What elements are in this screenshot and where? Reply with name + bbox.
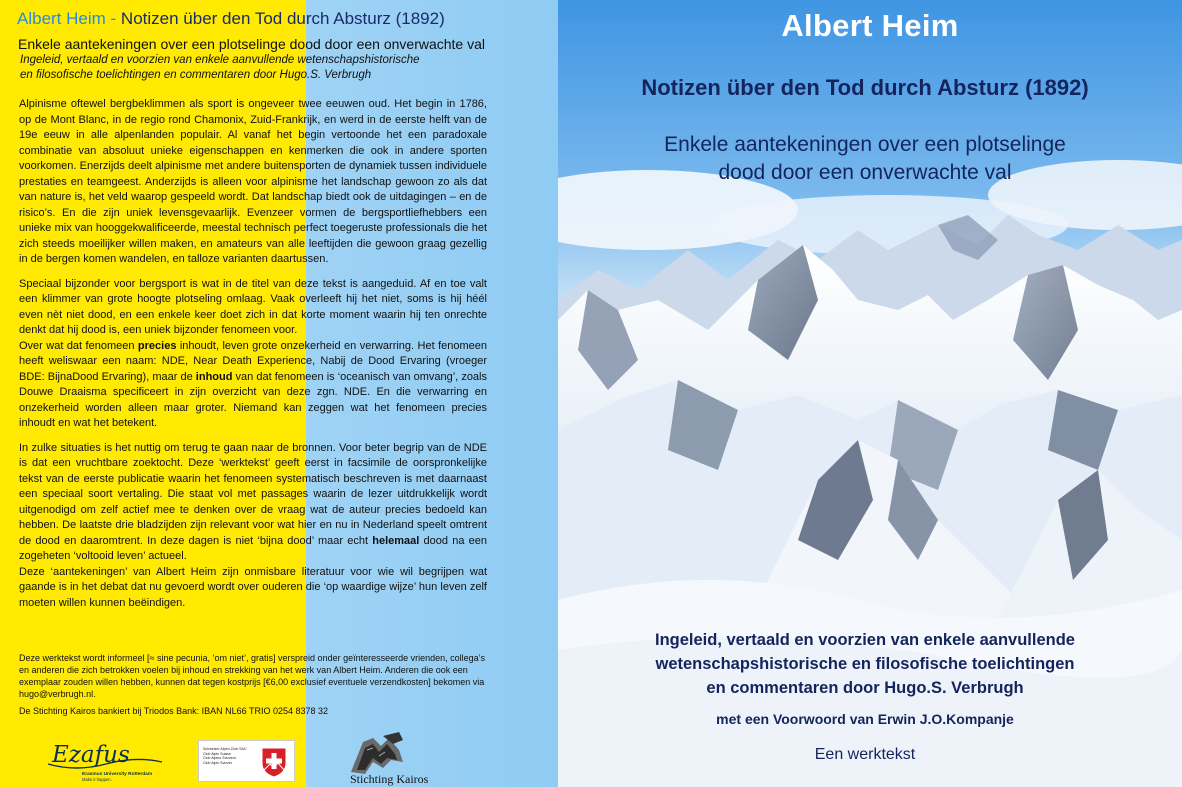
body-paragraph-2: Speciaal bijzonder voor bergsport is wat in de titel van deze tekst is aangeduid. Af en toe valt een klimmer van grote hoogte plotseling omlaag. Vaak overleeft hij het niet, soms is hij héél even nèt niet dood, en een enkele keer doet zich in dat korte moment waarin hij ten onrechte denkt dat hij dood is, een uniek bijzonder fenomeen voor.: [19, 277, 487, 336]
front-author: Albert Heim: [781, 8, 959, 43]
kairos-logo-label: Stichting Kairos: [350, 772, 429, 786]
bank-details: De Stichting Kairos bankiert bij Triodos Bank: IBAN NL66 TRIO 0254 8378 32: [19, 706, 329, 716]
erasmus-logo-word: Ezafus: [52, 742, 130, 768]
back-title-author: Albert Heim: [17, 9, 106, 28]
back-title-separator: -: [105, 9, 121, 28]
erasmus-logo-caption: Erasmus University Rotterdam: [82, 772, 153, 777]
back-title-work: Notizen über den Tod durch Absturz (1892): [120, 9, 445, 28]
colophon: [19, 652, 489, 717]
front-intro-line-3: en commentaren door Hugo.S. Verbrugh: [706, 679, 1024, 697]
back-subtitle-italic-1: Ingeleid, vertaald en voorzien van enkele aanvullende wetenschapshistorische: [20, 54, 420, 66]
front-document-kind: Een werktekst: [814, 746, 916, 763]
erasmus-logo: [46, 738, 166, 784]
body-p4-part-a: In zulke situaties is het nuttig om terug te gaan naar de bronnen. Voor beter begrip van de NDE is dat een vruchtbare zoektocht. Deze ‘werktekst’ geeft eerst in facsimile de oorspronkelijke tekst van de eerste publicatie waarin het fenomeen systematisch beschreven is met daarnaast een speciaal soort vertaling. Die staat vol met passages waarin de lezer uitdrukkelijk wordt uitgenodigd om zelf actief mee te denken over de vraag wat de auteur precies bedoeld kan hebben. De laatste drie bladzijden zijn relevant voor wat hier en nu in Nederland speelt omtrent de dood en daaromtrent. In deze dagen is niet ‘bijna dood’ maar echt: [19, 441, 487, 547]
erasmus-logo-tagline: Make it happen.: [82, 777, 112, 782]
back-title: [17, 9, 445, 29]
back-cover: [0, 0, 558, 787]
back-body-text: [19, 97, 487, 611]
body-paragraph-4: [19, 441, 487, 565]
back-subtitle: Enkele aantekeningen over een plotselinge dood door een onverwachte val: [18, 36, 486, 52]
body-p3-part-a: Over wat dat fenomeen: [19, 339, 138, 352]
body-p4-emphasis-helemaal: helemaal: [372, 534, 420, 547]
body-p3-emphasis-precies: precies: [137, 339, 177, 352]
front-foreword: met een Voorwoord van Erwin J.O.Kompanje: [716, 711, 1014, 727]
front-intro-line-1: Ingeleid, vertaald en voorzien van enkele aanvullende: [655, 631, 1075, 649]
body-p3-part-e: van dat fenomeen is ‘oceanisch van omvang’, zoals Douwe Draaisma specificeert in zijn overzicht van deze zgn. NDE. En die verwarring en onzekerheid worden alleen maar groter. Niemand kan zeggen wat het fenomeen precies inhoudt en wat het betekent.: [19, 370, 487, 429]
front-cover: [558, 0, 1182, 787]
logo-strip: [0, 730, 558, 787]
front-subtitle-line-2: dood door een onverwachte val: [718, 161, 1012, 184]
body-p3-part-c: inhoudt, leven grote onzekerheid en verwarring. Het fenomeen heeft weliswaar een naam: NDE, Near Death Experience, Nabij de Dood Ervaring (vroeger BDE: BijnaDood Ervaring), maar de: [19, 339, 488, 383]
body-paragraph-5: Deze ‘aantekeningen’ van Albert Heim zijn onmisbare literatuur voor wie wil begrijpen wat gaande is in het debat dat nu gevoerd wordt over ouderen die ‘op waardige wijze’ hun leven zelf moeten willen kunnen beëindigen.: [19, 565, 487, 609]
swiss-cross-icon: [260, 746, 288, 778]
body-p4-part-c: dood na een zogeheten ‘voltooid leven’ actueel.: [19, 534, 488, 562]
back-subtitle-italic-2: en filosofische toelichtingen en commentaren door Hugo.S. Verbrugh: [20, 69, 372, 81]
body-p3-emphasis-inhoud: inhoud: [195, 370, 233, 383]
front-subtitle-line-1: Enkele aantekeningen over een plotselinge: [664, 133, 1066, 156]
body-paragraph-3: [19, 339, 487, 432]
sac-logo-text: Schweizer Alpen-Club SAC Club Alpin Suisse Club Alpino Svizzero Club Alpin Svizzer: [203, 747, 247, 765]
front-intro-line-2: wetenschapshistorische en filosofische toelichtingen: [655, 655, 1075, 673]
sac-logo: [198, 740, 295, 782]
front-title: Notizen über den Tod durch Absturz (1892): [641, 75, 1089, 100]
colophon-text: Deze werktekst wordt informeel [≈ sine pecunia, ‘om niet’, gratis] verspreid onder geïnteresseerde vrienden, collega’s en anderen die zich betrokken voelen bij inhoud en strekking van het werk van Albert Heim. Anderen die ook een exemplaar zouden willen hebben, kunnen dat tegen kostprijs [€6,00 exclusief eventuele verzendkosten] bekomen via hugo@verbrugh.nl.: [19, 653, 486, 699]
body-paragraph-1: Alpinisme oftewel bergbeklimmen als sport is ongeveer twee eeuwen oud. Het begin in 1786, op de Mont Blanc, in de regio rond Chamonix, Zuid-Frankrijk, en werd in de eerste helft van de 19e eeuw in alle alpenlanden populair. Al vanaf het begin vertoonde het een paradoxale combinatie van absoluut unieke eigenschappen en kenmerken die ook in andere sporten voorkomen. Enerzijds deelt alpinisme met andere buitensporten de dynamiek tussen individuele prestaties en teamgeest. Anderzijds is alleen voor alpinisme het landschap gewoon zo als dat van nature is, het veld waarop gespeeld wordt. Dat landschap biedt ook de uitdagingen – en de risico’s. En die zijn uniek levensgevaarlijk. Evenzeer vormen de bergsportliefhebbers een unieke mix van hooggekwalificeerde, meestal technisch perfect toegeruste professionals die het zich steeds moeilijker willen maken, en amateurs van alle leeftijden die gewoon graag gezellig in de bergen komen wandelen, en talloze varianten daartussen.: [19, 98, 487, 265]
